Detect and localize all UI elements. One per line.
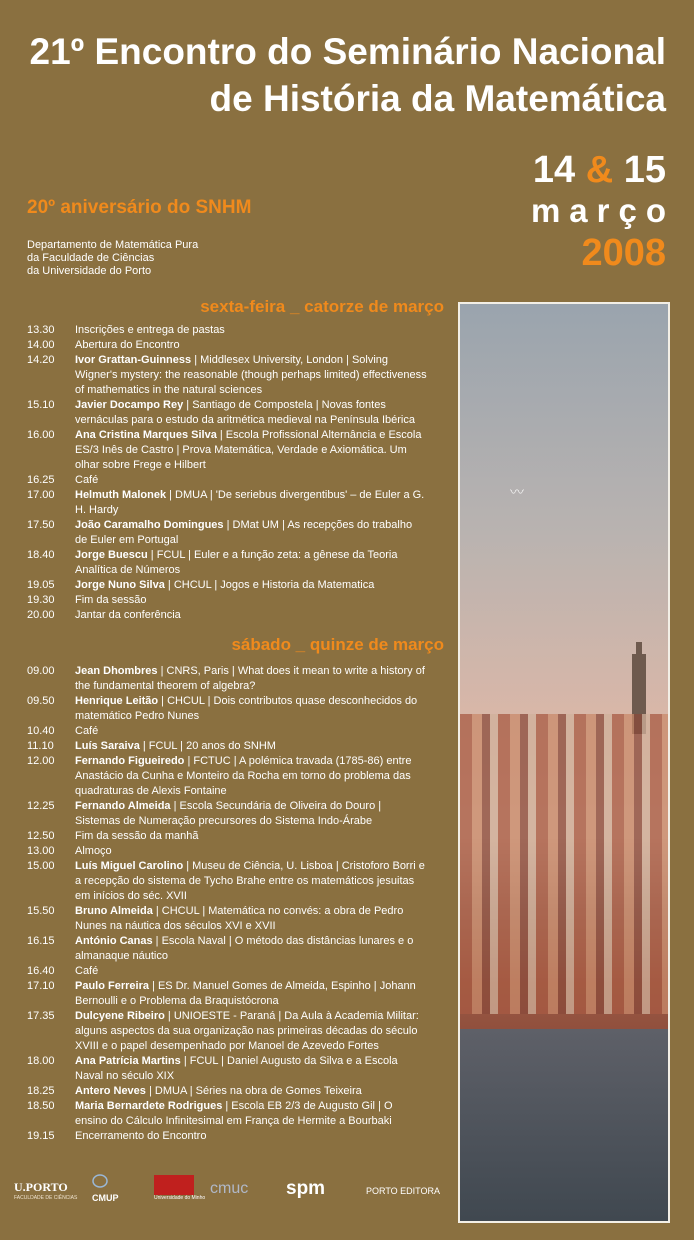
schedule-time: 09.50 [27, 695, 55, 707]
talk-details: | FCUL | Euler e a função zeta: a gênese da Teoria Analítica de Números [75, 549, 398, 576]
uporto-logo: U.PORTO FACULDADE DE CIÊNCIAS [14, 1180, 78, 1201]
schedule-item [27, 1099, 427, 1129]
schedule-time: 18.40 [27, 549, 55, 561]
schedule-item [27, 694, 427, 724]
schedule-item [27, 338, 427, 353]
schedule-description [75, 934, 427, 964]
schedule-time: 19.30 [27, 594, 55, 606]
schedule-description [75, 964, 427, 979]
speaker-name: Dulcyene Ribeiro [75, 1010, 165, 1022]
schedule-description [75, 664, 427, 694]
speaker-name: Fernando Figueiredo [75, 755, 185, 767]
date-days [531, 148, 666, 192]
speaker-name: Ivor Grattan-Guinness [75, 354, 192, 366]
schedule-description [75, 844, 427, 859]
talk-details: Café [75, 725, 99, 737]
talk-details: | DMat UM | As recepções do trabalho de Euler em Portugal [75, 519, 413, 546]
schedule-time: 18.25 [27, 1085, 55, 1097]
speaker-name: Luís Miguel Carolino [75, 860, 184, 872]
date-day-1: 14 [532, 149, 576, 191]
schedule-time: 14.00 [27, 339, 55, 351]
speaker-name: Jorge Nuno Silva [75, 579, 165, 591]
talk-details: Fim da sessão [75, 594, 147, 606]
schedule-description [75, 1054, 427, 1084]
schedule-time: 17.10 [27, 980, 55, 992]
schedule-item [27, 518, 427, 548]
schedule-description [75, 1084, 427, 1099]
talk-details: Almoço [75, 845, 112, 857]
schedule-item [27, 859, 427, 904]
schedule-time: 10.40 [27, 725, 55, 737]
schedule-description [75, 904, 427, 934]
speaker-name: Paulo Ferreira [75, 980, 149, 992]
schedule-item [27, 1009, 427, 1054]
schedule-item [27, 488, 427, 518]
talk-details: | Escola Secundária de Oliveira do Douro | Sistemas de Numeração precursores do Sistema Indo-Árabe [75, 800, 382, 827]
saturday-schedule [27, 664, 427, 1144]
speaker-name: João Caramalho Domingues [75, 519, 224, 531]
schedule-item [27, 1054, 427, 1084]
schedule-time: 11.10 [27, 740, 54, 752]
schedule-description [75, 518, 427, 548]
talk-details: | CNRS, Paris | What does it mean to write a history of the fundamental theorem of algebra? [75, 665, 425, 692]
schedule-description [75, 829, 427, 844]
schedule-time: 12.00 [27, 755, 55, 767]
schedule-item [27, 1084, 427, 1099]
talk-details: | FCTUC | A polémica travada (1785-86) entre Anastácio da Cunha e Monteiro da Rocha em torno do problema das quadraturas de Alexis Fontaine [75, 755, 412, 797]
uminho-emblem-icon [154, 1175, 194, 1195]
schedule-description [75, 1009, 427, 1054]
schedule-item [27, 353, 427, 398]
talk-details: | Museu de Ciência, U. Lisboa | Cristoforo Borri e a recepção do sistema de Tycho Brahe entre os matemáticos jesuitas em inícios do séc. XVII [75, 860, 425, 902]
speaker-name: Antero Neves [75, 1085, 146, 1097]
schedule-item [27, 593, 427, 608]
talk-details: Café [75, 474, 99, 486]
date-year: 2008 [581, 232, 666, 274]
porto-city-photo [458, 302, 670, 1223]
talk-details: Abertura do Encontro [75, 339, 180, 351]
schedule-description [75, 578, 427, 593]
schedule-item [27, 799, 427, 829]
schedule-time: 17.50 [27, 519, 55, 531]
department-line-1: Departamento de Matemática Pura [27, 239, 199, 251]
sponsor-logos [14, 1172, 454, 1220]
schedule-item [27, 428, 427, 473]
schedule-description [75, 338, 427, 353]
talk-details: | CHCUL | Jogos e Historia da Matematica [164, 579, 375, 591]
department-line-2: da Faculdade de Ciências [27, 252, 155, 264]
schedule-item [27, 398, 427, 428]
talk-details: | Escola EB 2/3 de Augusto Gil | O ensino do Cálculo Infinitesimal em França de Hermite a Bourbaki [75, 1100, 393, 1127]
schedule-item [27, 548, 427, 578]
schedule-description [75, 1129, 427, 1144]
schedule-time: 18.50 [27, 1100, 55, 1112]
seagull-icon: 〰 [510, 484, 524, 500]
schedule-description [75, 593, 427, 608]
schedule-item [27, 323, 427, 338]
title-line-1: 21º Encontro do Seminário Nacional [29, 31, 666, 72]
talk-details: | Middlesex University, London | Solving Wigner's mystery: the reasonable (though perhaps limited) effectiveness of mathematics in the natural sciences [75, 354, 427, 396]
talk-details: | CHCUL | Matemática no convés: a obra de Pedro Nunes na náutica dos séculos XVI e XVII [75, 905, 404, 932]
schedule-time: 18.00 [27, 1055, 55, 1067]
schedule-item [27, 844, 427, 859]
schedule-description [75, 754, 427, 799]
schedule-item [27, 979, 427, 1009]
schedule-time: 13.30 [27, 324, 55, 336]
speaker-name: Bruno Almeida [75, 905, 153, 917]
schedule-item [27, 1129, 427, 1144]
douro-river [460, 1029, 668, 1221]
schedule-time: 19.05 [27, 579, 55, 591]
schedule-description [75, 353, 427, 398]
schedule-time: 15.00 [27, 860, 55, 872]
schedule-description [75, 488, 427, 518]
schedule-time: 16.00 [27, 429, 55, 441]
talk-details: Inscrições e entrega de pastas [75, 324, 225, 336]
schedule-item [27, 739, 427, 754]
friday-schedule [27, 323, 427, 623]
talk-details: | CHCUL | Dois contributos quase desconhecidos do matemático Pedro Nunes [75, 695, 418, 722]
poster-title [6, 28, 666, 122]
schedule-time: 13.00 [27, 845, 55, 857]
schedule-time: 16.40 [27, 965, 55, 977]
friday-heading: sexta-feira _ catorze de março [200, 297, 444, 316]
event-dates [530, 148, 675, 276]
schedule-description [75, 859, 427, 904]
schedule-item [27, 664, 427, 694]
cmuc-logo: cmuc [210, 1180, 249, 1197]
schedule-description [75, 799, 427, 829]
schedule-item [27, 964, 427, 979]
talk-details: Fim da sessão da manhã [75, 830, 199, 842]
cmup-globe-icon [92, 1174, 108, 1188]
schedule-time: 16.25 [27, 474, 55, 486]
speaker-name: Jorge Buescu [75, 549, 148, 561]
schedule-time: 14.20 [27, 354, 55, 366]
speaker-name: Ana Patrícia Martins [75, 1055, 181, 1067]
speaker-name: Henrique Leitão [75, 695, 159, 707]
schedule-time: 19.15 [27, 1130, 55, 1142]
talk-details: | ES Dr. Manuel Gomes de Almeida, Espinho | Johann Bernoulli e o Problema da Braquistócrona [75, 980, 416, 1007]
talk-details: | FCUL | Daniel Augusto da Silva e a Escola Naval no século XIX [75, 1055, 398, 1082]
schedule-description [75, 1099, 427, 1129]
schedule-item [27, 608, 427, 623]
cmup-logo: CMUP [92, 1174, 119, 1203]
spm-logo: spm [286, 1178, 326, 1199]
schedule-item [27, 904, 427, 934]
schedule-description [75, 473, 427, 488]
talk-details: Encerramento do Encontro [75, 1130, 207, 1142]
talk-details: | DMUA | 'De seriebus divergentibus' – de Euler a G. H. Hardy [75, 489, 425, 516]
speaker-name: António Canas [75, 935, 153, 947]
schedule-time: 09.00 [27, 665, 55, 677]
date-month: março [530, 192, 675, 229]
schedule-time: 15.50 [27, 905, 55, 917]
schedule-description [75, 398, 427, 428]
schedule-time: 15.10 [27, 399, 55, 411]
schedule-item [27, 473, 427, 488]
speaker-name: Jean Dhombres [75, 665, 158, 677]
speaker-name: Javier Docampo Rey [75, 399, 184, 411]
talk-details: | UNIOESTE - Paraná | Da Aula à Academia Militar: alguns aspectos da sua organização nas primeiras décadas do século XVIII e o papel desempenhado por Manoel de Azevedo Fortes [75, 1010, 419, 1052]
schedule-item [27, 934, 427, 964]
schedule-description [75, 608, 427, 623]
talk-details: Café [75, 965, 99, 977]
speaker-name: Luís Saraiva [75, 740, 140, 752]
speaker-name: Helmuth Malonek [75, 489, 167, 501]
schedule-description [75, 724, 427, 739]
speaker-name: Ana Cristina Marques Silva [75, 429, 217, 441]
schedule-description [75, 548, 427, 578]
schedule-time: 12.25 [27, 800, 55, 812]
talk-details: | Santiago de Compostela | Novas fontes vernáculas para o estudo da aritmética medieval na Península Ibérica [75, 399, 415, 426]
talk-details: | DMUA | Séries na obra de Gomes Teixeira [145, 1085, 362, 1097]
porto-editora-logo: PORTO EDITORA [366, 1186, 441, 1196]
talk-details: | Escola Profissional Alternância e Escola ES/3 Inês de Castro | Prova Matemática, Verdade e Axiomática. Um olhar sobre Frege e Hilbert [75, 429, 422, 471]
schedule-item [27, 724, 427, 739]
schedule-time: 20.00 [27, 609, 55, 621]
schedule-time: 16.15 [27, 935, 55, 947]
title-line-2: de História da Matemática [209, 78, 666, 119]
schedule-description [75, 428, 427, 473]
schedule-item [27, 754, 427, 799]
uminho-logo: Universidade do Minho [154, 1175, 205, 1201]
department-line-3: da Universidade do Porto [27, 265, 152, 277]
talk-details: | Escola Naval | O método das distâncias lunares e o almanaque náutico [75, 935, 414, 962]
date-ampersand: & [585, 149, 614, 191]
schedule-description [75, 979, 427, 1009]
schedule-item [27, 578, 427, 593]
department-info [27, 239, 198, 278]
saturday-heading: sábado _ quinze de março [231, 635, 444, 654]
speaker-name: Fernando Almeida [75, 800, 171, 812]
schedule-time: 17.35 [27, 1010, 55, 1022]
schedule-description [75, 739, 427, 754]
schedule-description [75, 694, 427, 724]
anniversary-label: 20º aniversário do SNHM [27, 197, 252, 218]
schedule-item [27, 829, 427, 844]
speaker-name: Maria Bernardete Rodrigues [75, 1100, 223, 1112]
talk-details: | FCUL | 20 anos do SNHM [139, 740, 276, 752]
date-day-2: 15 [623, 149, 666, 191]
city-houses [460, 714, 668, 1014]
talk-details: Jantar da conferência [75, 609, 181, 621]
schedule-time: 12.50 [27, 830, 55, 842]
schedule-time: 17.00 [27, 489, 55, 501]
schedule-description [75, 323, 427, 338]
